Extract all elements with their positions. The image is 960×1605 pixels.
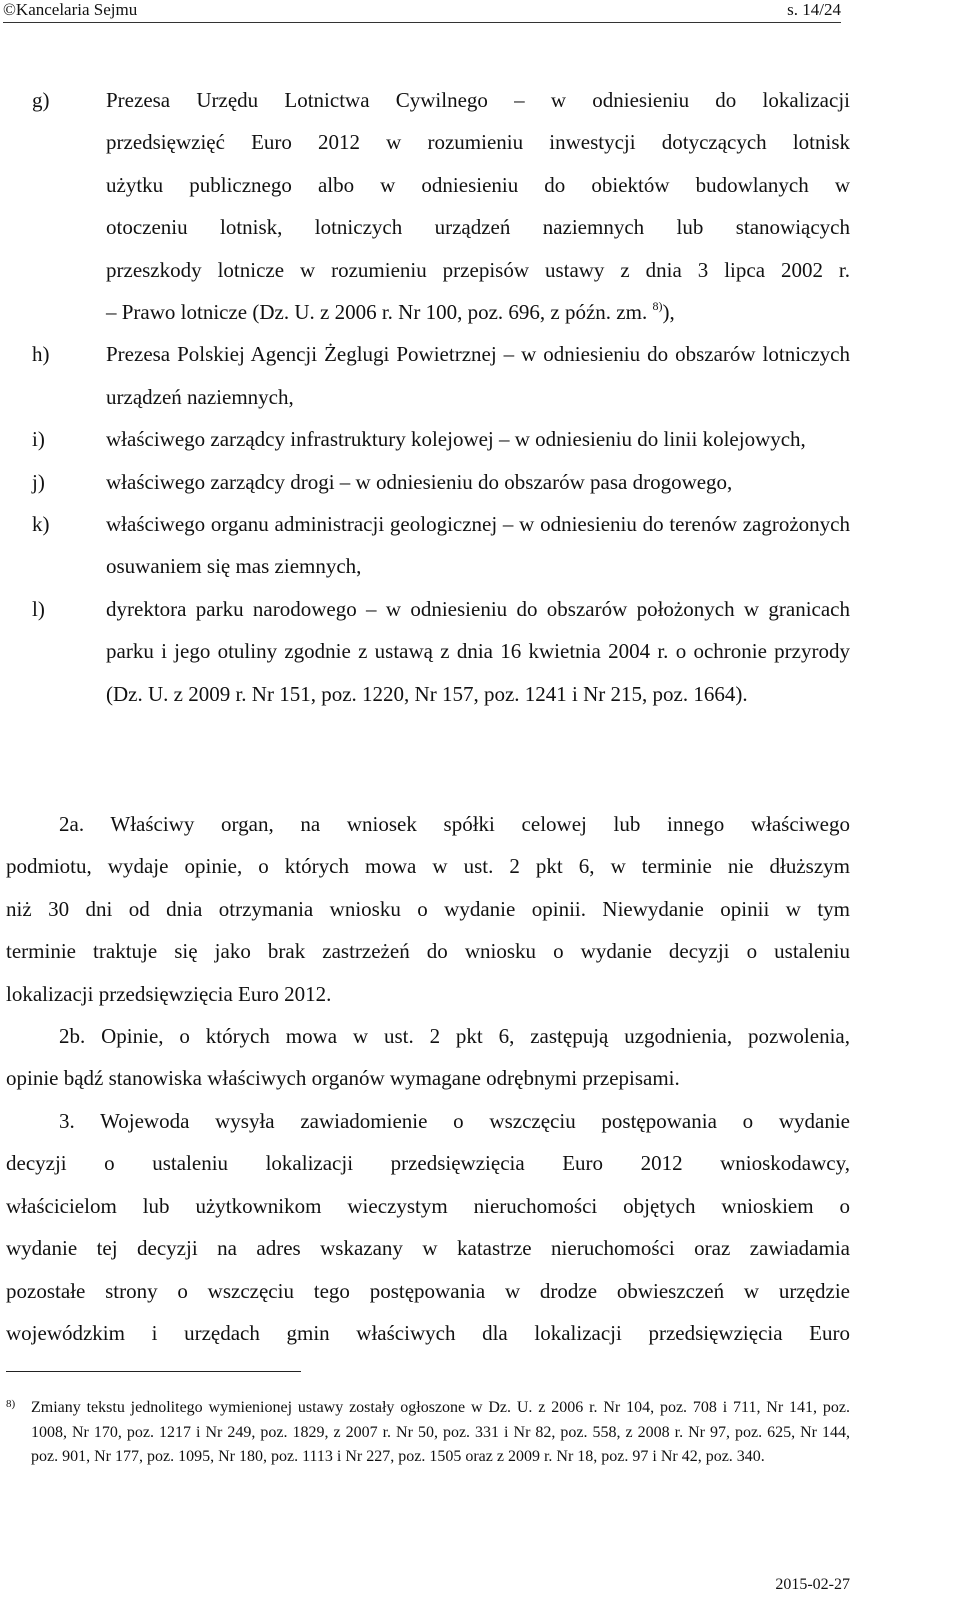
footnote	[6, 1396, 850, 1470]
list-item-line: Prezesa Urzędu Lotnictwa Cywilnego – w odniesieniu do lokalizacji	[106, 88, 850, 112]
list-item-label: h)	[32, 342, 50, 367]
paragraph-2b	[6, 1015, 850, 1100]
paragraph-2a	[6, 803, 850, 1015]
paragraph-line: opinie bądź stanowiska właściwych organów wymagane odrębnymi przepisami.	[6, 1066, 680, 1091]
footnote-text: Zmiany tekstu jednolitego wymienionej ustawy zostały ogłoszone w Dz. U. z 2006 r. Nr 104, poz. 708 i 711, Nr 141, poz. 1008, Nr 170, poz. 1217 i Nr 249, poz. 1829, z 2007 r. Nr 50, poz. 331 i Nr 82, poz. 558, z 2008 r. Nr 97, poz. 625, Nr 144, poz. 901, Nr 177, poz. 1095, Nr 180, poz. 1113 i Nr 227, poz. 1505 oraz z 2009 r. Nr 18, poz. 97 i Nr 42, poz. 340.	[31, 1399, 850, 1465]
paragraph-line: niż 30 dni od dnia otrzymania wniosku o wydanie opinii. Niewydanie opinii w tym	[6, 896, 850, 921]
paragraph-line: 3. Wojewoda wysyła zawiadomienie o wszczęciu postępowania o wydanie	[59, 1109, 850, 1133]
list-item	[32, 333, 850, 418]
copyright-label: ©Kancelaria Sejmu	[3, 0, 138, 19]
list-item-line: – Prawo lotnicze (Dz. U. z 2006 r. Nr 100, poz. 696, z późn. zm.	[106, 300, 648, 325]
paragraph-line: 2b. Opinie, o których mowa w ust. 2 pkt 6, zastępują uzgodnienia, pozwolenia,	[59, 1024, 850, 1048]
paragraph-line: decyzji o ustaleniu lokalizacji przedsięwzięcia Euro 2012 wnioskodawcy,	[6, 1151, 850, 1176]
list-item	[32, 503, 850, 588]
list-item-label: k)	[32, 512, 50, 537]
list-item-text: właściwego zarządcy drogi – w odniesieniu do obszarów pasa drogowego,	[106, 469, 733, 494]
list-item	[32, 461, 850, 503]
list-item-text: dyrektora parku narodowego – w odniesieniu do obszarów położonych w granicach parku i jego otuliny zgodnie z ustawą z dnia 16 kwietnia 2004 r. o ochronie przyrody (Dz. U. z 2009 r. Nr 151, poz. 1220, Nr 157, poz. 1241 i Nr 215, poz. 1664).	[106, 596, 850, 706]
list-item-line: przedsięwzięć Euro 2012 w rozumieniu inwestycji dotyczących lotnisk	[106, 130, 850, 155]
paragraph-line: podmiotu, wydaje opinie, o których mowa w ust. 2 pkt 6, w terminie nie dłuższym	[6, 854, 850, 879]
paragraph-line: terminie traktuje się jako brak zastrzeżeń do wniosku o wydanie decyzji o ustaleniu	[6, 939, 850, 964]
page-number: s. 14/24	[787, 0, 841, 19]
document-date: 2015-02-27	[775, 1576, 850, 1593]
footnote-mark: 8)	[6, 1398, 16, 1410]
list-item-text: właściwego organu administracji geologicznej – w odniesieniu do terenów zagrożonych osuwaniem się mas ziemnych,	[106, 512, 850, 579]
list-item	[32, 418, 850, 460]
list-item-label: i)	[32, 427, 45, 452]
footnote-reference[interactable]: 8)	[652, 299, 663, 314]
list-item-line: użytku publicznego albo w odniesieniu do obiektów budowlanych w	[106, 172, 850, 197]
paragraph-3	[6, 1100, 850, 1354]
list-item	[32, 588, 850, 715]
list-item-tail: ),	[662, 300, 675, 325]
paragraph-line: lokalizacji przedsięwzięcia Euro 2012.	[6, 981, 332, 1006]
list-item-label: g)	[32, 88, 50, 112]
list-item-label: j)	[32, 469, 45, 494]
list-item-line-last	[106, 291, 850, 333]
footnote-separator	[6, 1371, 301, 1372]
paragraph-line: 2a. Właściwy organ, na wniosek spółki celowej lub innego właściwego	[59, 812, 850, 836]
list-item-label: l)	[32, 596, 45, 621]
list-item-text: Prezesa Polskiej Agencji Żeglugi Powietrznej – w odniesieniu do obszarów lotniczych urządzeń naziemnych,	[106, 342, 850, 409]
list-item-line: otoczeniu lotnisk, lotniczych urządzeń naziemnych lub stanowiących	[106, 215, 850, 240]
paragraph-line: wojewódzkim i urzędach gmin właściwych dla lokalizacji przedsięwzięcia Euro	[6, 1321, 850, 1346]
page-header	[3, 0, 841, 23]
paragraph-line: właścicielom lub użytkownikom wieczystym nieruchomości objętych wnioskiem o	[6, 1193, 850, 1218]
paragraph-line: wydanie tej decyzji na adres wskazany w katastrze nieruchomości oraz zawiadamia	[6, 1236, 850, 1261]
enumerated-list	[32, 79, 850, 715]
list-item	[32, 79, 850, 333]
list-item-line: przeszkody lotnicze w rozumieniu przepisów ustawy z dnia 3 lipca 2002 r.	[106, 257, 850, 282]
paragraph-line: pozostałe strony o wszczęciu tego postępowania w drodze obwieszczeń w urzędzie	[6, 1278, 850, 1303]
list-item-text: właściwego zarządcy infrastruktury kolejowej – w odniesieniu do linii kolejowych,	[106, 427, 806, 452]
